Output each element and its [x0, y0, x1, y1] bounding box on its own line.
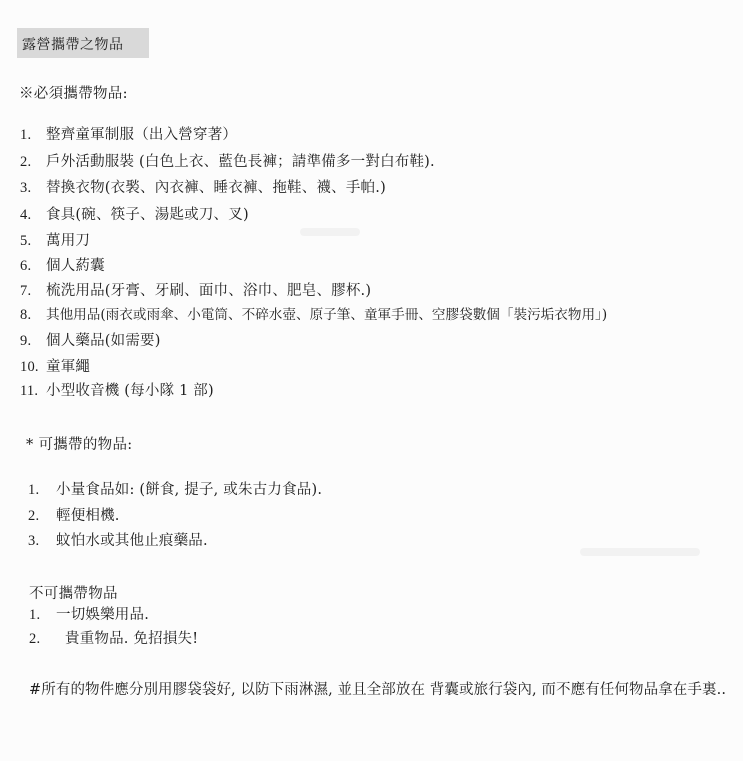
- list-item: [20, 232, 90, 250]
- item-text: 梳洗用品(牙膏、牙刷、面巾、浴巾、肥皂、膠杯.): [46, 283, 372, 299]
- item-number: 2.: [28, 508, 40, 524]
- list-item: [28, 507, 120, 525]
- item-number: 8.: [20, 307, 32, 323]
- list-item: [20, 206, 249, 224]
- item-text: 童軍繩: [46, 359, 91, 375]
- item-number: 1.: [29, 607, 41, 623]
- must-bring-heading: ※必須攜帶物品:: [19, 86, 128, 102]
- item-text: 其他用品(雨衣或雨傘、小電筒、不碎水壺、原子筆、童軍手冊、空膠袋數個「裝污垢衣物用」): [46, 307, 608, 323]
- item-number: 5.: [20, 233, 32, 249]
- not-allowed-heading: 不可攜帶物品: [29, 586, 118, 602]
- list-item: [29, 630, 198, 648]
- list-item: [20, 257, 105, 275]
- item-number: 11.: [20, 383, 39, 399]
- list-item: [20, 306, 607, 324]
- item-text: 個人葯囊: [46, 258, 105, 274]
- scan-smudge: [300, 228, 360, 236]
- item-number: 3.: [20, 180, 32, 196]
- item-text: 小量食品如: (餅食, 提子, 或朱古力食品).: [56, 482, 323, 498]
- item-number: 7.: [20, 283, 32, 299]
- scan-smudge: [580, 548, 700, 556]
- item-number: 4.: [20, 207, 32, 223]
- list-item: [20, 382, 214, 400]
- item-number: 1.: [28, 482, 40, 498]
- list-item: [20, 179, 386, 197]
- item-text: 輕便相機.: [56, 508, 120, 524]
- list-item: [20, 358, 90, 376]
- list-item: [29, 606, 149, 624]
- list-item: [20, 282, 371, 300]
- list-item: [28, 532, 208, 550]
- item-number: 1.: [20, 127, 32, 143]
- item-text: 整齊童軍制服（出入營穿著）: [46, 127, 238, 143]
- item-number: 6.: [20, 258, 32, 274]
- item-number: 2.: [29, 631, 41, 647]
- list-item: [20, 126, 237, 144]
- item-text: 貴重物品. 免招損失!: [65, 631, 199, 647]
- item-text: 蚊怕水或其他止痕藥品.: [56, 533, 208, 549]
- item-text: 替換衣物(衣褧、內衣褲、睡衣褲、拖鞋、襪、手帕.): [46, 180, 386, 196]
- item-text: 小型收音機 (每小隊 1 部): [46, 383, 214, 399]
- item-number: 3.: [28, 533, 40, 549]
- item-number: 9.: [20, 333, 32, 349]
- list-item: [20, 332, 161, 350]
- item-text: 一切娛樂用品.: [56, 607, 150, 623]
- item-text: 戶外活動服裝 (白色上衣、藍色長褲；請準備多一對白布鞋).: [46, 154, 435, 170]
- packing-note: #所有的物件應分別用膠袋袋好, 以防下雨淋濕, 並且全部放在 背囊或旅行袋內, 而不應有任何物品拿在手裏..: [29, 682, 727, 698]
- document-title: 露營攜帶之物品: [22, 37, 124, 53]
- item-number: 2.: [20, 154, 32, 170]
- item-text: 食具(碗、筷子、湯匙或刀、叉): [46, 207, 249, 223]
- list-item: [28, 481, 322, 499]
- item-text: 萬用刀: [46, 233, 91, 249]
- item-text: 個人藥品(如需要): [46, 333, 161, 349]
- may-bring-heading: * 可攜帶的物品:: [26, 437, 133, 453]
- list-item: [20, 153, 435, 171]
- item-number: 10.: [20, 359, 39, 375]
